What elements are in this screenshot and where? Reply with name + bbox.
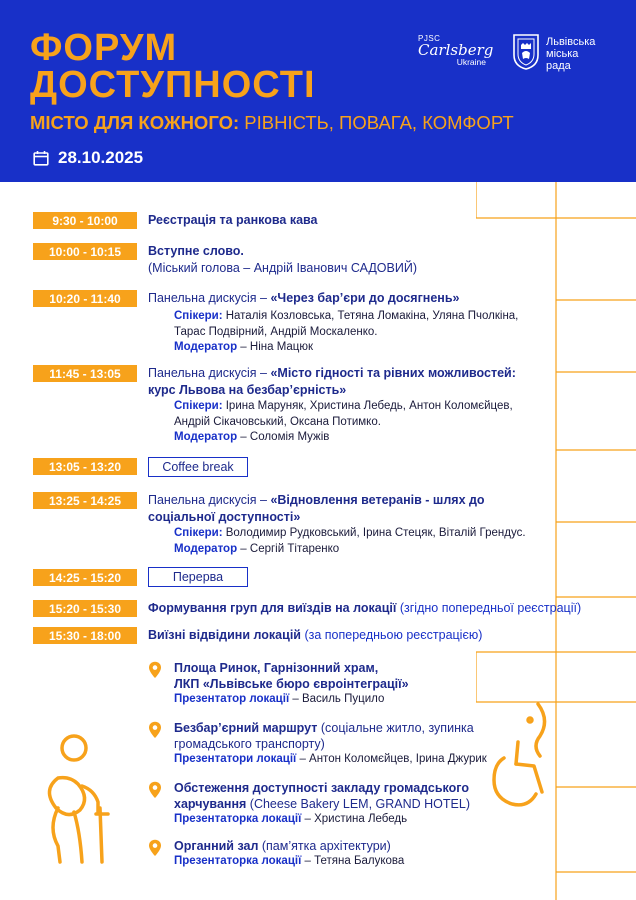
time-slot: 14:25 - 15:20 xyxy=(33,569,137,586)
event-panel-1: Панельна дискусія – «Через бар’єри до досягнень» xyxy=(148,291,460,305)
event-title-registration: Реєстрація та ранкова кава xyxy=(148,213,318,227)
time-slot: 10:00 - 10:15 xyxy=(33,243,137,260)
break-box: Перерва xyxy=(148,567,248,587)
time-slot: 9:30 - 10:00 xyxy=(33,212,137,229)
calendar-icon xyxy=(33,150,49,166)
time-slot: 11:45 - 13:05 xyxy=(33,365,137,382)
carlsberg-logo: PJSC Carlsberg Ukraine xyxy=(418,34,494,67)
event-opening: Вступне слово. (Міський голова – Андрій Іванович САДОВИЙ) xyxy=(148,244,417,275)
wheelchair-user-illustration xyxy=(490,700,552,820)
time-slot: 10:20 - 11:40 xyxy=(33,290,137,307)
time-slot: 15:30 - 18:00 xyxy=(33,627,137,644)
city-crest-icon xyxy=(512,33,540,71)
location-pin-icon xyxy=(148,661,162,679)
event-title: ФОРУМ ДОСТУПНОСТІ xyxy=(30,27,316,106)
event-panel-3: Панельна дискусія – «Відновлення ветеранів - шлях до соціальної доступності» xyxy=(148,493,485,524)
elderly-person-illustration xyxy=(38,728,118,868)
time-slot: 13:05 - 13:20 xyxy=(33,458,137,475)
event-group-formation: Формування груп для виїздів на локації (згідно попередньої реєстрації) xyxy=(148,601,582,615)
event-panel-2: Панельна дискусія – «Місто гідності та рівних можливостей: курс Львова на безбар’єрність» xyxy=(148,366,516,397)
event-date: 28.10.2025 xyxy=(33,148,143,168)
city-council-logo: Львівська міська рада xyxy=(512,33,595,72)
time-slot: 13:25 - 14:25 xyxy=(33,492,137,509)
time-slot: 15:20 - 15:30 xyxy=(33,600,137,617)
event-subtitle: МІСТО ДЛЯ КОЖНОГО: РІВНІСТЬ, ПОВАГА, КОМФОРТ xyxy=(30,112,514,133)
location-pin-icon xyxy=(148,839,162,857)
location-pin-icon xyxy=(148,721,162,739)
event-site-visits: Виїзні відвідини локацій (за попередньою реєстрацією) xyxy=(148,628,483,642)
coffee-break-box: Coffee break xyxy=(148,457,248,477)
header-banner xyxy=(0,0,636,182)
location-pin-icon xyxy=(148,781,162,799)
panel-1-details: Спікери: Наталія Козловська, Тетяна Ломакіна, Уляна Пчолкіна, Тарас Подвірний, Андрій Москаленко. Модератор – Ніна Мацюк xyxy=(174,310,519,353)
panel-2-details: Спікери: Ірина Маруняк, Христина Лебедь, Антон Коломєйцев, Андрій Сікачовський, Оксана Потимко. Модератор – Соломія Мужів xyxy=(174,400,513,443)
panel-3-details: Спікери: Володимир Рудковський, Ірина Стецяк, Віталій Грендус. Модератор – Сергій Тітаренко xyxy=(174,527,526,555)
